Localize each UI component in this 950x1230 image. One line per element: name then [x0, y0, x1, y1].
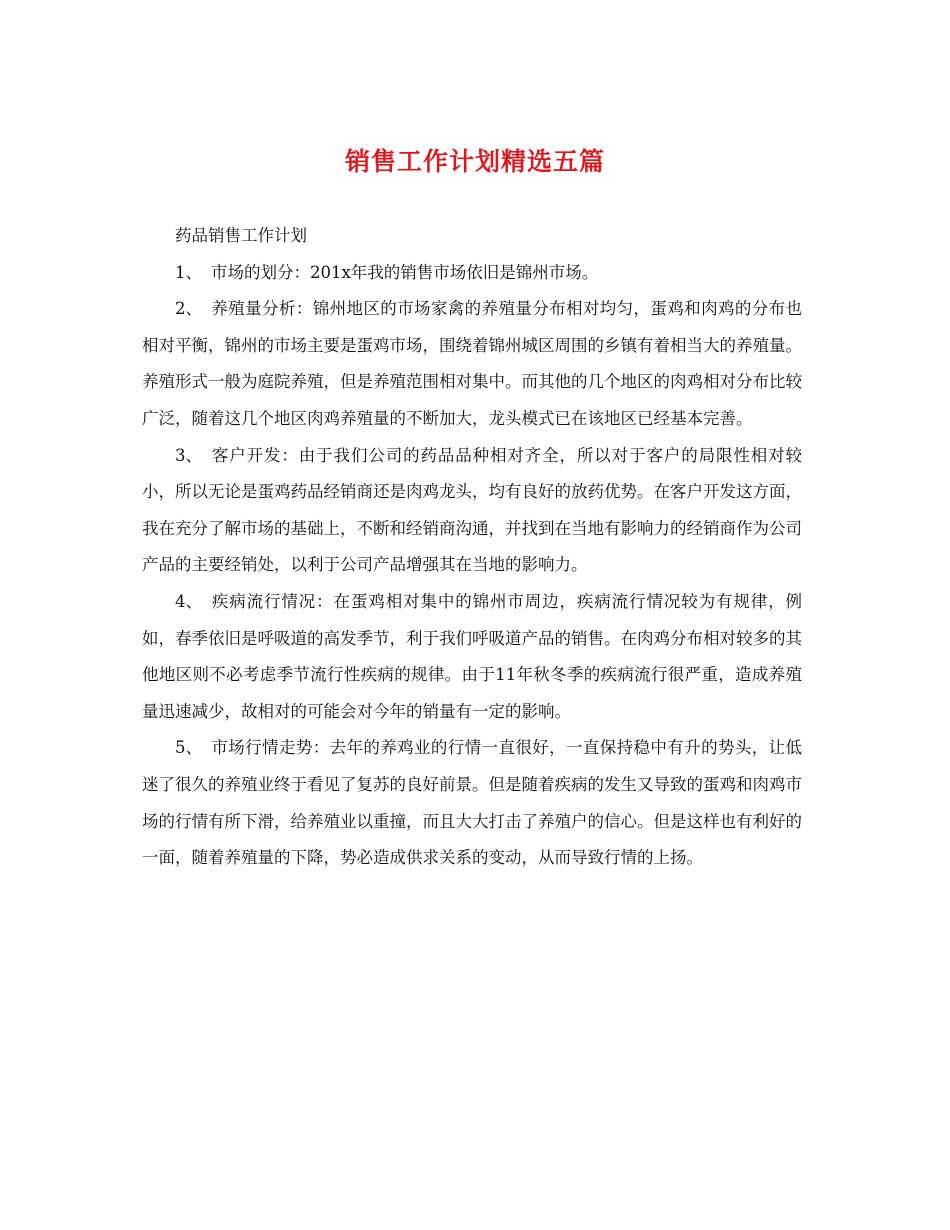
paragraph-5	[142, 730, 802, 876]
paragraph-2	[142, 291, 802, 437]
paragraph-4	[142, 584, 802, 730]
item-text: 养殖量分析：锦州地区的市场家禽的养殖量分布相对均匀，蛋鸡和肉鸡的分布也相对平衡，锦州的市场主要是蛋鸡市场，围绕着锦州城区周围的乡镇有着相当大的养殖量。养殖形式一般为庭院养殖，但是养殖范围相对集中。而其他的几个地区的肉鸡相对分布比较广泛，随着这几个地区肉鸡养殖量的不断加大，龙头模式已在该地区已经基本完善。	[142, 299, 802, 428]
item-number: 1、	[175, 262, 202, 282]
paragraph-3	[142, 438, 802, 584]
paragraph-1	[142, 255, 802, 292]
item-number: 3、	[175, 445, 202, 465]
item-text: 疾病流行情况：在蛋鸡相对集中的锦州市周边，疾病流行情况较为有规律，例如，春季依旧是呼吸道的高发季节，利于我们呼吸道产品的销售。在肉鸡分布相对较多的其他地区则不必考虑季节流行性疾病的规律。由于11年秋冬季的疾病流行很严重，造成养殖量迅速减少，故相对的可能会对今年的销量有一定的影响。	[142, 591, 802, 721]
item-number: 4、	[175, 591, 202, 611]
document-subtitle: 药品销售工作计划	[175, 226, 307, 245]
item-number: 5、	[175, 738, 202, 758]
item-text: 客户开发：由于我们公司的药品品种相对齐全，所以对于客户的局限性相对较小，所以无论是蛋鸡药品经销商还是肉鸡龙头，均有良好的放药优势。在客户开发这方面，我在充分了解市场的基础上，不断和经销商沟通，并找到在当地有影响力的经销商作为公司产品的主要经销处，以利于公司产品增强其在当地的影响力。	[142, 445, 802, 575]
item-text: 市场的划分：201x年我的销售市场依旧是锦州市场。	[211, 262, 599, 282]
document-body	[142, 218, 802, 877]
item-text: 市场行情走势：去年的养鸡业的行情一直很好，一直保持稳中有升的势头，让低迷了很久的养殖业终于看见了复苏的良好前景。但是随着疾病的发生又导致的蛋鸡和肉鸡市场的行情有所下滑，给养殖业以重撞，而且大大打击了养殖户的信心。但是这样也有利好的一面，随着养殖量的下降，势必造成供求关系的变动，从而导致行情的上扬。	[142, 738, 802, 868]
document-title: 销售工作计划精选五篇	[344, 147, 605, 176]
item-number: 2、	[175, 299, 202, 319]
